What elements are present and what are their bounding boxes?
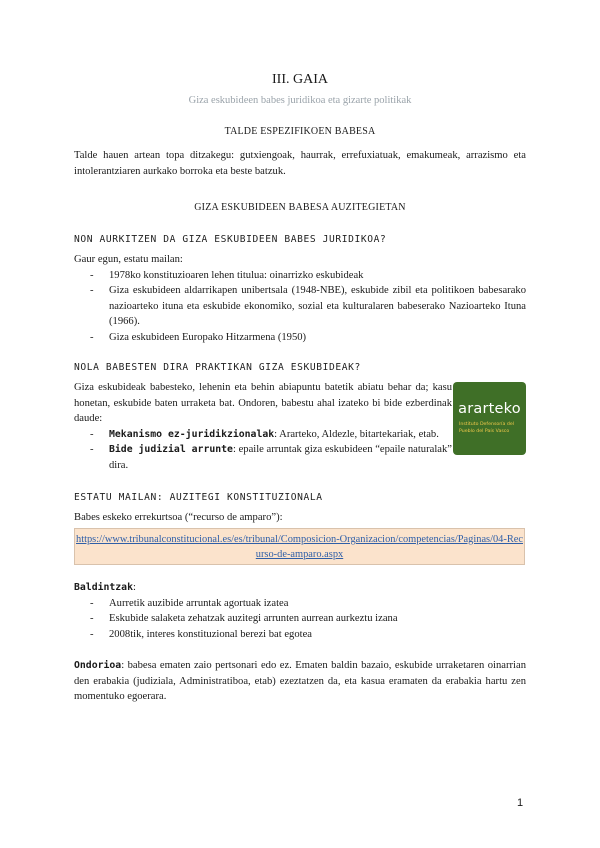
where-list — [74, 268, 526, 346]
judicial-label: Bide judizial arrunte — [109, 444, 233, 455]
list-item — [74, 427, 452, 443]
ararteko-logo — [453, 382, 526, 455]
page-subtitle: Giza eskubideen babes juridikoa eta gizarte politikak — [188, 95, 412, 106]
conditions-label: Baldintzak — [74, 582, 133, 593]
list-item: - Aurretik auzibide arruntak agortuak izatea — [74, 596, 526, 612]
question-heading-where: NON AURKITZEN DA GIZA ESKUBIDEEN BABES JURIDIKOA? — [74, 234, 387, 245]
list-item: - Eskubide salaketa zehatzak auzitegi arrunten aurrean aurkeztu izana — [74, 611, 526, 627]
amparo-link[interactable]: https://www.tribunalconstitucional.es/es/tribunal/Composicion-Organizacion/competencias/Paginas/04-Recurso-de-amparo.aspx — [76, 534, 523, 560]
specific-groups-text: Talde hauen artean topa ditzakegu: gutxiengoak, haurrak, errefuxiatuak, emakumeak, arrazismo eta intolerantziaren aurkako borroka eta beste batzuk. — [74, 150, 526, 177]
judicial-text: : epaile arruntak giza eskubideen “epaile naturalak” dira. — [109, 444, 452, 471]
amparo-intro: Babes eskeko errekurtsoa (“recurso de amparo”): — [74, 512, 283, 523]
mechanism-label: Mekanismo ez-juridikzionalak — [109, 428, 275, 440]
consequence-label: Ondorioa — [74, 660, 122, 671]
conditions-list — [74, 596, 526, 643]
how-list — [74, 427, 452, 474]
how-section — [74, 380, 452, 473]
question-heading-how: NOLA BABESTEN DIRA PRAKTIKAN GIZA ESKUBIDEAK? — [74, 362, 361, 373]
how-text: Giza eskubideak babesteko, lehenin eta behin abiapuntu batetik abiatu behar da; kasu honetan, eskubide baten urraketa bat. Ondoren, babestu ahal izateko bi bide ezberdinak daude: — [74, 382, 452, 424]
consequence-text: : babesa ematen zaio pertsonari edo ez. Ematen baldin bazaio, eskubide urraketaren oinarrian den erabakia (judiziala, Administratiboa, etab) ezeztatzen da, eta kasua eramaten da erabakia hartu zen momentuko egoerara. — [74, 660, 526, 702]
consequence-paragraph — [74, 658, 526, 705]
list-item: - Giza eskubideen Europako Hitzarmena (1950) — [74, 330, 526, 346]
mechanism-text: : Ararteko, Aldezle, bitartekariak, etab. — [274, 428, 439, 440]
question-heading-state: ESTATU MAILAN: AUZITEGI KONSTITUZIONALA — [74, 492, 323, 503]
section-heading-specific-groups: TALDE ESPEZIFIKOEN BABESA — [224, 126, 376, 137]
link-box — [74, 528, 525, 565]
list-item: - 2008tik, interes konstituzional berezi bat egotea — [74, 627, 526, 643]
list-item: - 1978ko konstituzioaren lehen titulua: oinarrizko eskubideak — [74, 268, 526, 284]
conditions-heading: Baldintzak: — [74, 582, 136, 593]
conditions-section — [74, 580, 526, 642]
list-item: - Giza eskubideen aldarrikapen unibertsala (1948-NBE), eskubide zibil eta politikoen babesarako nazioarteko ituna eta eskubide ekonomiko, sozial eta kulturalaren babeserako Nazioarteko Ituna (1966). — [74, 283, 526, 330]
logo-subtitle: Instituto Defensoría del Pueblo del País Vasco — [459, 422, 515, 434]
section-heading-courts: GIZA ESKUBIDEEN BABESA AUZITEGIETAN — [194, 202, 406, 213]
where-intro: Gaur egun, estatu mailan: — [74, 254, 183, 265]
logo-wordmark: ararteko — [458, 401, 521, 417]
where-section — [74, 252, 526, 345]
page-number: 1 — [517, 797, 524, 809]
page-title: III. GAIA — [272, 72, 328, 87]
list-item — [74, 442, 452, 473]
